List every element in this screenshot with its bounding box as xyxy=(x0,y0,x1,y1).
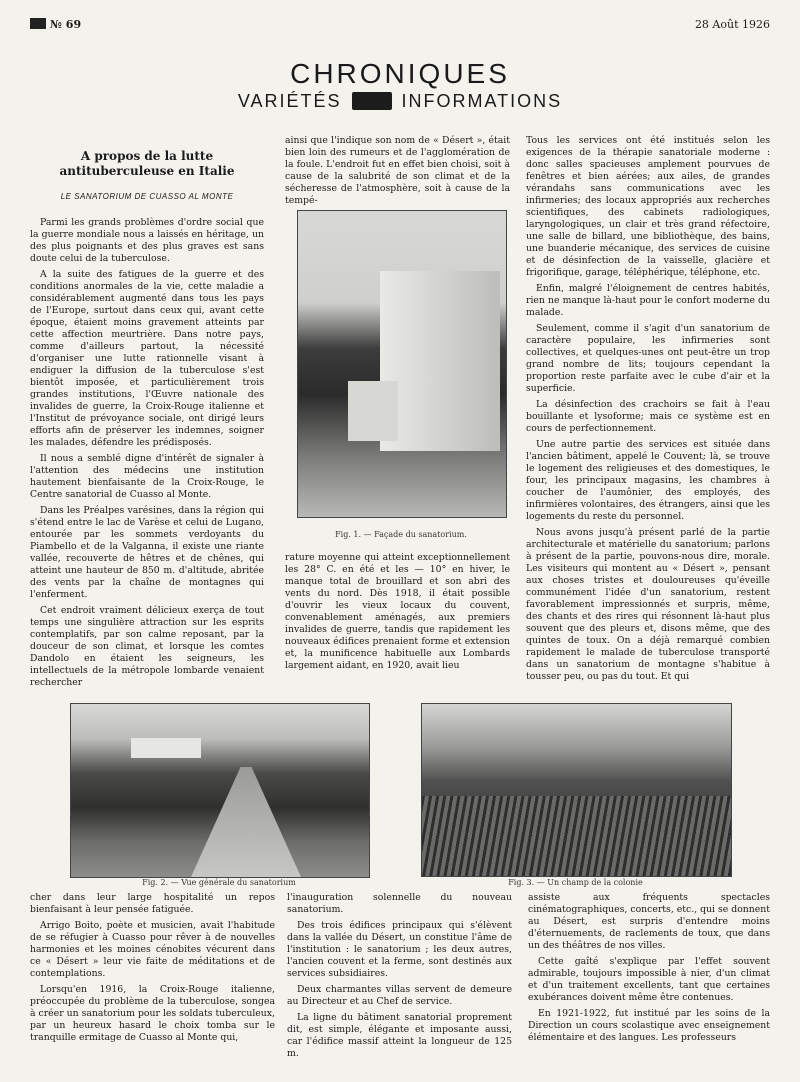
paragraph: Seulement, comme il s'agit d'un sanatorium de caractère populaire, les infirmeries sont collectives, et quelques-unes ont peut-être un trop grand nombre de lits; toujours cependant la proportion reste parfaite avec le cube d'air et la superficie. xyxy=(526,323,770,394)
paragraph: Une autre partie des services est située dans l'ancien bâtiment, appelé le Couvent; là, se trouve le logement des religieuses et des domestiques, le four, les principaux magasins, les chambres à coucher de l'aumônier, des employés, des infirmières volontaires, des étrangers, ainsi que les logements du reste du personnel. xyxy=(526,439,770,522)
paragraph: l'inauguration solennelle du nouveau sanatorium. xyxy=(287,892,512,915)
subtitle-left: VARIÉTÉS xyxy=(237,91,342,111)
paragraph: Deux charmantes villas servent de demeure au Directeur et au Chef de service. xyxy=(287,984,512,1007)
figure-1-photo xyxy=(297,210,507,518)
road xyxy=(191,767,301,877)
column-3 xyxy=(526,135,770,687)
paragraph: Il nous a semblé digne d'intérêt de signaler à l'attention des médecins une institution hautement bienfaisante de la Croix-Rouge, le Centre sanatorial de Cuasso al Monte. xyxy=(30,453,264,500)
journal-logo-icon xyxy=(30,18,46,29)
subtitle-right: INFORMATIONS xyxy=(401,91,563,111)
page-header xyxy=(30,18,770,34)
bottom-column-2 xyxy=(287,892,512,1064)
paragraph: ainsi que l'indique son nom de « Désert », était bien loin des rumeurs et de l'agglomération de la foule. L'endroit fut en effet bien choisi, soit à cause de la salubrité de son climat et de la sécheresse de l'atmosphère, soit à cause de la tempé- xyxy=(285,135,510,206)
emblem-icon xyxy=(352,92,392,110)
paragraph: Nous avons jusqu'à présent parlé de la partie architecturale et matérielle du sanatorium; parlons à présent de la partie, pouvons-nous dire, morale. Les visiteurs qui montent au « Désert », pensant aux choses tristes et douloureuses qu'éveille communément l'idée d'un sanatorium, restent favorablement impressionnés et surpris, même, des chants et des rires qui résonnent là-haut plus souvent que des pleurs et, disons même, que des quintes de toux. On a déjà remarqué combien rapidement le malade de tuberculose transporté dans un sanatorium de montagne s'habitue à tousser peu, ou pas du tout. Et qui xyxy=(526,527,770,682)
column-1 xyxy=(30,143,264,693)
column-2-bottom xyxy=(285,552,510,676)
bottom-column-3 xyxy=(528,892,770,1048)
paragraph: Dans les Préalpes varésines, dans la région qui s'étend entre le lac de Varèse et celui de Lugano, entourée par les sommets verdoyants du Piambello et de la Valganna, il existe une riante vallée, recouverte de hêtres et de chênes, qui atteint une hauteur de 850 m. d'altitude, abritée des vents par la chaîne de montagnes qui l'enferment. xyxy=(30,505,264,600)
paragraph: En 1921-1922, fut institué par les soins de la Direction un cours scolastique avec enseignement élémentaire et des langues. Les professeurs xyxy=(528,1008,770,1043)
figure-3-photo xyxy=(421,703,732,877)
field-rows xyxy=(422,796,731,876)
figure-1-caption: Fig. 1. — Façade du sanatorium. xyxy=(335,530,467,539)
figure-2-caption: Fig. 2. — Vue générale du sanatorium xyxy=(142,878,296,887)
sanatorium-building xyxy=(380,271,500,451)
section-subtitle xyxy=(0,91,800,112)
paragraph: Enfin, malgré l'éloignement de centres habités, rien ne manque là-haut pour le confort moderne du malade. xyxy=(526,283,770,318)
paragraph: Cet endroit vraiment délicieux exerça de tout temps une singulière attraction sur les esprits contemplatifs, par son calme reposant, par la douceur de son climat, et lorsque les comtes Dandolo en étaient les seigneurs, les intellectuels de la métropole lombarde venaient rechercher xyxy=(30,605,264,688)
article-title: A propos de la lutte antituberculeuse en Italie xyxy=(59,149,235,178)
sanatorium-wing xyxy=(348,381,398,441)
paragraph: Cette gaîté s'explique par l'effet souvent admirable, toujours impossible à nier, d'un climat et d'un traitement excellents, tant que certaines exubérances doivent même être contenues. xyxy=(528,956,770,1003)
paragraph: Arrigo Boito, poète et musicien, avait l'habitude de se réfugier à Cuasso pour rêver à de nouvelles harmonies et les moines cénobites vécurent dans ce « Désert » leur vie faite de méditations et de contemplations. xyxy=(30,920,275,979)
paragraph: Tous les services ont été institués selon les exigences de la thérapie sanatoriale moderne : donc salles spacieuses amplement pourvues de fenêtres et bien aérées; aux ailes, de grandes vérandahs sans communications avec les infirmeries; des locaux appropriés aux recherches scientifiques, des cabinets radiologiques, laryngologiques, un clair et très grand réfectoire, une salle de billard, une bibliothèque, des bains, une buanderie mécanique, des services de cuisine et de désinfection de la vaisselle, glacière et frigorifique, garage, téléphérique, téléphone, etc. xyxy=(526,135,770,278)
figure-2-photo xyxy=(70,703,370,878)
paragraph: Lorsqu'en 1916, la Croix-Rouge italienne, préoccupée du problème de la tuberculose, songea à créer un sanatorium pour les soldats tuberculeux, par un heureux hasard le choix tomba sur le tranquille ermitage de Cuasso al Monte qui, xyxy=(30,984,275,1043)
issue-date: 28 Août 1926 xyxy=(694,18,770,31)
section-title: CHRONIQUES xyxy=(290,58,510,89)
sanatorium-distant xyxy=(131,738,201,758)
paragraph: Parmi les grands problèmes d'ordre social que la guerre mondiale nous a laissés en héritage, un des plus poignants et des plus graves est sans doute celui de la tuberculose. xyxy=(30,217,264,264)
paragraph: A la suite des fatigues de la guerre et des conditions anormales de la vie, cette maladie a considérablement augmenté dans tous les pays de l'Europe, surtout dans ceux qui, avant cette époque, étaient moins gravement atteints par cette affection meurtrière. Dans notre pays, comme d'ailleurs partout, la nécessité d'organiser une lutte rationnelle visant à endiguer la diffusion de la tuberculose s'est bientôt imposée, et particulièrement trois grandes institutions, l'Œuvre nationale des invalides de guerre, la Croix-Rouge italienne et l'Institut de prévoyance sociale, ont dirigé leurs efforts afin de préserver les indemnes, soigner les malades, défendre les prédisposés. xyxy=(30,269,264,448)
paragraph: assiste aux fréquents spectacles cinématographiques, concerts, etc., qui se donnent au Désert, est surpris d'entendre moins d'éternuements, de raclements de toux, que dans un des théâtres de nos villes. xyxy=(528,892,770,951)
paragraph: cher dans leur large hospitalité un repos bienfaisant à leur pensée fatiguée. xyxy=(30,892,275,915)
paragraph: La désinfection des crachoirs se fait à l'eau bouillante et lysoforme; mais ce système est en cours de perfectionnement. xyxy=(526,399,770,434)
issue-label: № 69 xyxy=(50,18,82,31)
paragraph: rature moyenne qui atteint exceptionnellement les 28° C. en été et les — 10° en hiver, le manque total de brouillard et son abri des vents du nord. Dès 1918, il était possible d'ouvrir les vieux locaux du couvent, convenablement aménagés, aux premiers invalides de guerre, tandis que rapidement les nouveaux édifices prenaient forme et extension et, la munificence habituelle aux Lombards largement aidant, en 1920, avait lieu xyxy=(285,552,510,671)
figure-3-caption: Fig. 3. — Un champ de la colonie xyxy=(508,878,643,887)
bottom-column-1 xyxy=(30,892,275,1048)
issue-number xyxy=(30,18,81,31)
column-2-top xyxy=(285,135,510,211)
paragraph: La ligne du bâtiment sanatorial proprement dit, est simple, élégante et imposante aussi, car l'édifice massif atteint la longueur de 125 m. xyxy=(287,1012,512,1059)
paragraph: Des trois édifices principaux qui s'élèvent dans la vallée du Désert, un constitue l'âme de l'institution : le sanatorium ; les deux autres, l'ancien couvent et la ferme, sont destinés aux services subsidiaires. xyxy=(287,920,512,979)
article-subtitle: LE SANATORIUM DE CUASSO AL MONTE xyxy=(60,192,234,201)
